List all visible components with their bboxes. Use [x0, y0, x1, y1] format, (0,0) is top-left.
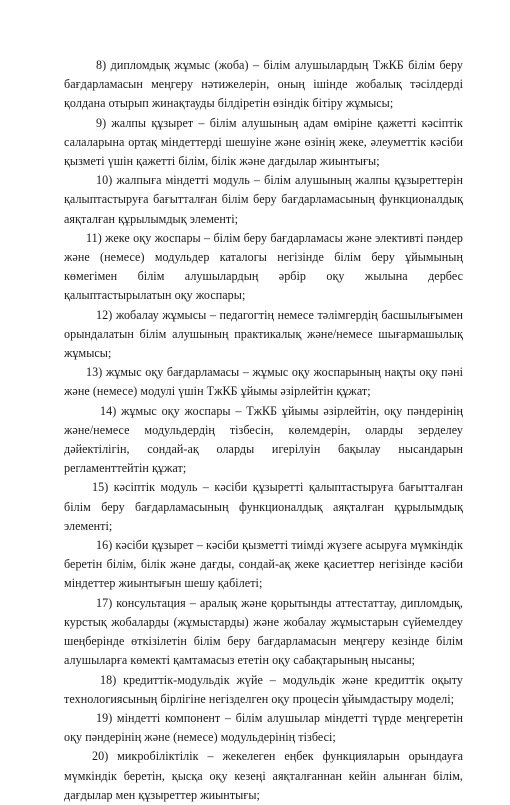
paragraph-item-18: 18) кредиттік-модульдік жүйе – модульдік және кредиттік оқыту технологиясының бірлігіне негізделген оқу процесін ұйымдастыру моделі; — [64, 672, 463, 706]
paragraph-item-20: 20) микробіліктілік – жекелеген еңбек функцияларын орындауға мүмкіндік беретін, қысқа оқу кезеңі аяқталғаннан кейін алынған білім, дағдылар мен құзыреттер жиынтығы; — [64, 749, 463, 802]
paragraph-item-14: 14) жұмыс оқу жоспары – ТжКБ ұйымы әзірлейтін, оқу пәндерінің және/немесе модульдердің тізбесін, көлемдерін, оларды зерделеу дәйектілігін, сондай-ақ оларды игерілуін бақылау нысандарын регламенттейтін құжат; — [64, 403, 463, 476]
paragraph-item-11: 11) жеке оқу жоспары – білім беру бағдарламасы және элективті пәндер және (немесе) модульдер каталогы негізінде білім беру ұйымының көмегімен білім алушылардың әрбір оқу жылына дербес қалыптастырылатын оқу жоспары; — [64, 230, 463, 303]
paragraph-item-10: 10) жалпыға міндетті модуль – білім алушының жалпы құзыреттерін қалыптастыруға бағытталған білім беру бағдарламасының функционалдық аяқталған құрылымдық элементі; — [64, 173, 463, 226]
paragraph-item-12: 12) жобалау жұмысы – педагогтің немесе тәлімгердің басшылығымен орындалатын білім алушының практикалық және/немесе шығармашылық жұмысы; — [64, 307, 463, 361]
paragraph-item-13: 13) жұмыс оқу бағдарламасы – жұмыс оқу жоспарының нақты оқу пәні және (немесе) модулі үшін ТжКБ ұйымы әзірлейтін құжат; — [64, 365, 463, 399]
paragraph-item-16: 16) кәсіби құзырет – кәсіби қызметті тиімді жүзеге асыруға мүмкіндік беретін білім, білік және дағды, сондай-ақ жеке қасиеттер негізінде кәсіби міндеттер жиынтығын шешу қабілеті; — [64, 538, 463, 591]
paragraph-item-19: 19) міндетті компонент – білім алушылар міндетті түрде меңгеретін оқу пәндерінің және (немесе) модульдерінің тізбесі; — [64, 710, 463, 745]
paragraph-item-15: 15) кәсіптік модуль – кәсіби құзыретті қалыптастыруға бағытталған білім беру бағдарламасының функционалдық аяқталған құрылымдық элементі; — [64, 480, 463, 533]
paragraph-item-17: 17) консультация – аралық және қорытынды аттестаттау, дипломдық, курстық жобаларды (жұмыстарды) және жобалау жұмыстарын сүйемелдеу шеңберінде өткізілетін білім беру бағдарламасын меңгеру кезінде білім алушыларға көмекті қамтамасыз ететін оқу сабақтарының нысаны; — [64, 595, 463, 668]
paragraph-item-9: 9) жалпы құзырет – білім алушының адам өміріне қажетті кәсіптік салаларына ортақ міндеттерді шешуіне және өзінің жеке, әлеуметтік кәсіби қызметі үшін қажетті білім, білік және дағдылар жиынтығы; — [64, 115, 463, 169]
paragraph-item-8: 8) дипломдық жұмыс (жоба) – білім алушылардың ТжКБ білім беру бағдарламасын меңгеру нәтижелерін, оның ішінде жобалық тәсілдерді қолдана отырып жинақтауды білдіретін өзіндік бітіру жұмысы; — [64, 58, 463, 111]
